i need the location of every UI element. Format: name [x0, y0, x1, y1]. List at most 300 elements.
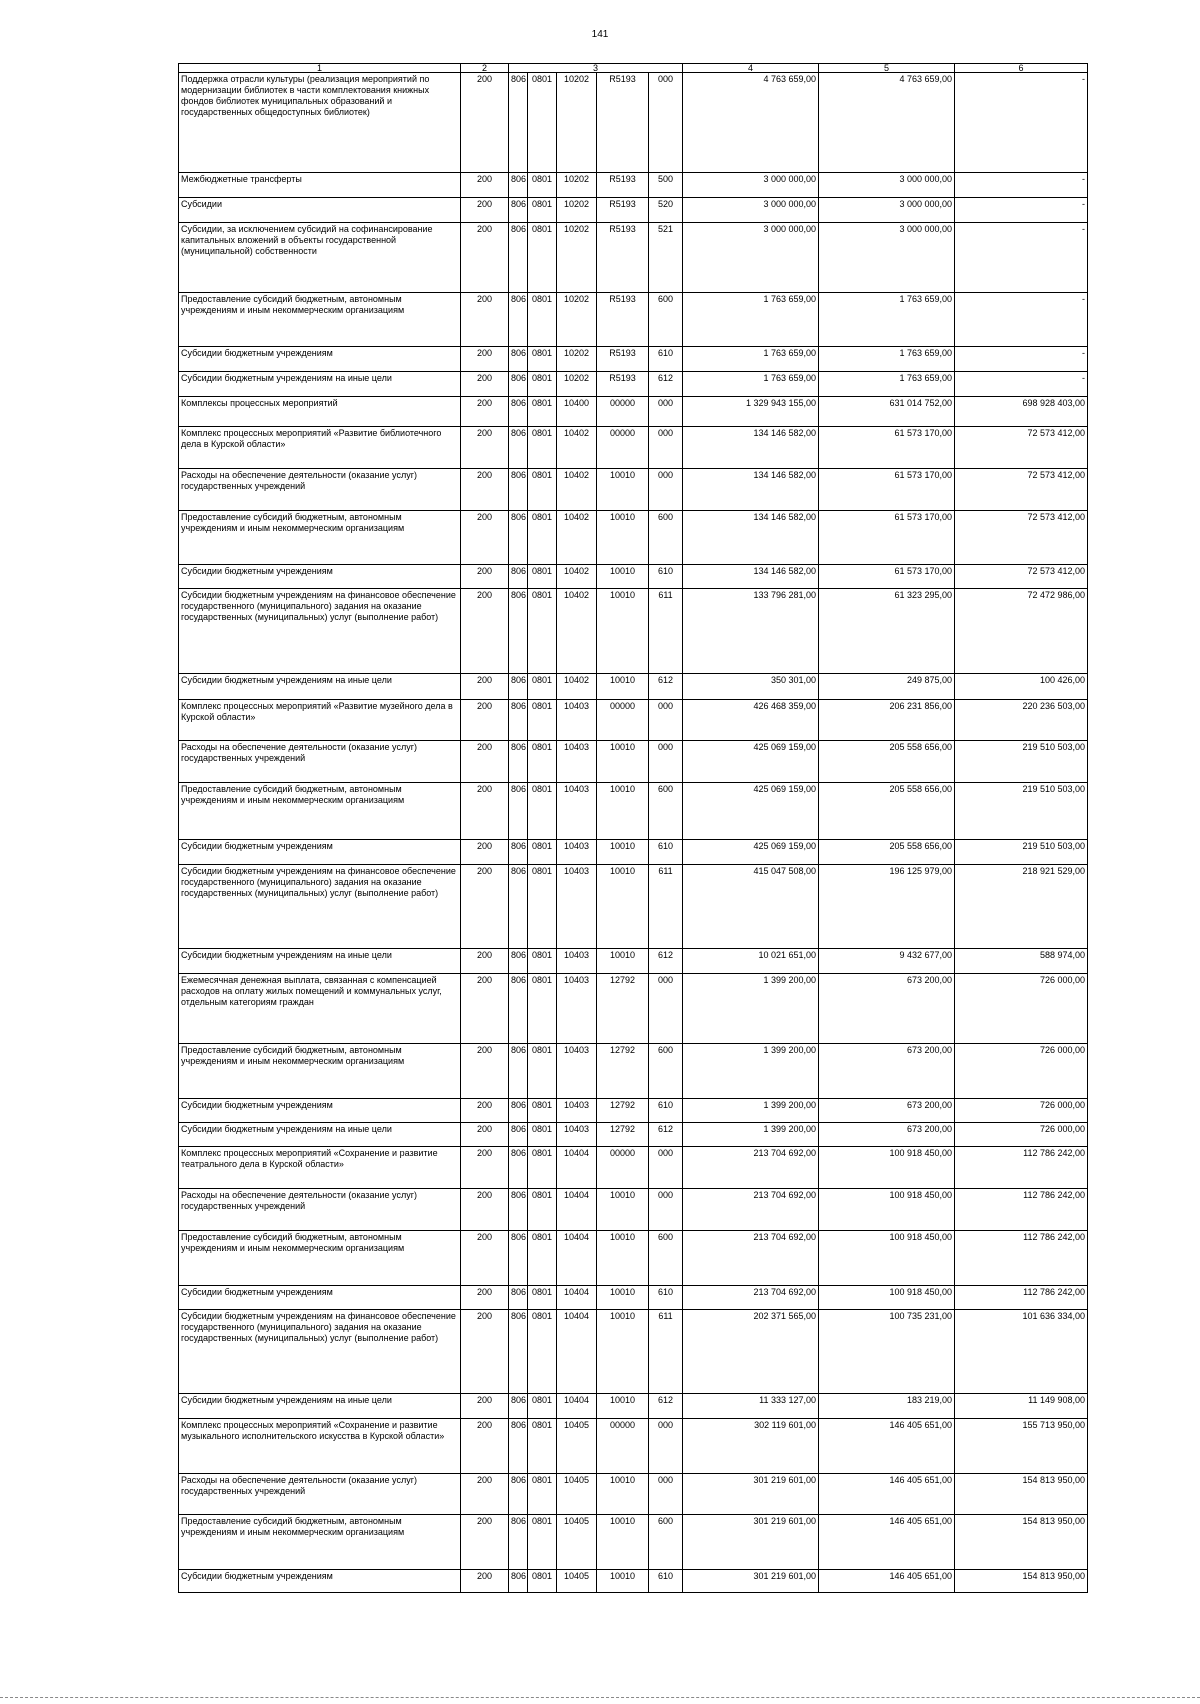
table-row	[179, 347, 1088, 372]
row-direction-code: 10010	[597, 1189, 649, 1231]
row-direction-code: 10010	[597, 469, 649, 511]
row-description: Предоставление субсидий бюджетным, автономным учреждениям и иным некоммерческим организациям	[179, 1231, 461, 1286]
row-program-code: 10403	[557, 865, 597, 949]
table-row	[179, 198, 1088, 223]
table-row	[179, 1286, 1088, 1310]
row-description: Расходы на обеспечение деятельности (оказание услуг) государственных учреждений	[179, 1189, 461, 1231]
row-col2-code: 200	[461, 949, 509, 974]
row-amount-col6: 588 974,00	[955, 949, 1088, 974]
row-program-code: 10403	[557, 949, 597, 974]
row-ministry-code: 806	[509, 1099, 528, 1123]
row-amount-col4: 1 399 200,00	[683, 1044, 819, 1099]
row-direction-code: 10010	[597, 511, 649, 565]
row-amount-col6: 220 236 503,00	[955, 700, 1088, 741]
row-section-code: 0801	[528, 783, 557, 840]
row-direction-code: 12792	[597, 1099, 649, 1123]
row-amount-col5: 3 000 000,00	[819, 198, 955, 223]
table-row	[179, 1394, 1088, 1419]
row-ministry-code: 806	[509, 397, 528, 427]
row-section-code: 0801	[528, 565, 557, 589]
row-col2-code: 200	[461, 347, 509, 372]
row-program-code: 10403	[557, 700, 597, 741]
table-row	[179, 1147, 1088, 1189]
table-row	[179, 865, 1088, 949]
row-description: Субсидии бюджетным учреждениям	[179, 1286, 461, 1310]
row-amount-col6: 218 921 529,00	[955, 865, 1088, 949]
row-col2-code: 200	[461, 1310, 509, 1394]
row-description: Предоставление субсидий бюджетным, автономным учреждениям и иным некоммерческим организациям	[179, 1515, 461, 1570]
row-ministry-code: 806	[509, 565, 528, 589]
row-direction-code: R5193	[597, 173, 649, 198]
row-direction-code: 00000	[597, 397, 649, 427]
row-ministry-code: 806	[509, 865, 528, 949]
row-section-code: 0801	[528, 1394, 557, 1419]
row-amount-col4: 134 146 582,00	[683, 469, 819, 511]
row-amount-col5: 1 763 659,00	[819, 347, 955, 372]
row-direction-code: 12792	[597, 1044, 649, 1099]
row-program-code: 10402	[557, 427, 597, 469]
row-amount-col6: 72 573 412,00	[955, 427, 1088, 469]
row-amount-col4: 134 146 582,00	[683, 565, 819, 589]
row-ministry-code: 806	[509, 372, 528, 397]
table-row	[179, 293, 1088, 347]
row-expense-type-code: 610	[649, 1286, 683, 1310]
row-col2-code: 200	[461, 1123, 509, 1147]
table-row	[179, 565, 1088, 589]
table-row	[179, 1044, 1088, 1099]
row-description: Субсидии, за исключением субсидий на софинансирование капитальных вложений в объекты государственной (муниципальной) собственности	[179, 223, 461, 293]
row-section-code: 0801	[528, 700, 557, 741]
row-description: Субсидии	[179, 198, 461, 223]
row-expense-type-code: 612	[649, 949, 683, 974]
row-program-code: 10403	[557, 840, 597, 865]
table-row	[179, 700, 1088, 741]
row-amount-col5: 3 000 000,00	[819, 173, 955, 198]
row-ministry-code: 806	[509, 1231, 528, 1286]
row-amount-col4: 11 333 127,00	[683, 1394, 819, 1419]
row-amount-col5: 146 405 651,00	[819, 1474, 955, 1515]
row-section-code: 0801	[528, 1515, 557, 1570]
table-row	[179, 223, 1088, 293]
row-expense-type-code: 610	[649, 347, 683, 372]
row-amount-col4: 425 069 159,00	[683, 840, 819, 865]
row-program-code: 10404	[557, 1286, 597, 1310]
table-body	[179, 73, 1088, 1593]
row-direction-code: 00000	[597, 700, 649, 741]
row-amount-col4: 350 301,00	[683, 674, 819, 700]
row-expense-type-code: 612	[649, 1394, 683, 1419]
row-amount-col5: 61 573 170,00	[819, 427, 955, 469]
row-amount-col4: 302 119 601,00	[683, 1419, 819, 1474]
table-row	[179, 1310, 1088, 1394]
row-section-code: 0801	[528, 865, 557, 949]
row-amount-col6: 726 000,00	[955, 1099, 1088, 1123]
row-amount-col4: 213 704 692,00	[683, 1231, 819, 1286]
row-col2-code: 200	[461, 469, 509, 511]
row-section-code: 0801	[528, 372, 557, 397]
row-col2-code: 200	[461, 1474, 509, 1515]
row-description: Комплекс процессных мероприятий «Развитие музейного дела в Курской области»	[179, 700, 461, 741]
row-col2-code: 200	[461, 783, 509, 840]
row-program-code: 10405	[557, 1419, 597, 1474]
row-ministry-code: 806	[509, 511, 528, 565]
table-header-row	[179, 64, 1088, 73]
row-ministry-code: 806	[509, 674, 528, 700]
row-section-code: 0801	[528, 1474, 557, 1515]
table-row	[179, 1123, 1088, 1147]
row-direction-code: R5193	[597, 73, 649, 173]
header-col-1: 1	[179, 64, 461, 73]
row-direction-code: 10010	[597, 949, 649, 974]
row-program-code: 10202	[557, 293, 597, 347]
row-expense-type-code: 000	[649, 1419, 683, 1474]
row-description: Предоставление субсидий бюджетным, автономным учреждениям и иным некоммерческим организациям	[179, 1044, 461, 1099]
row-col2-code: 200	[461, 1286, 509, 1310]
row-amount-col6: 112 786 242,00	[955, 1147, 1088, 1189]
row-amount-col4: 426 468 359,00	[683, 700, 819, 741]
row-ministry-code: 806	[509, 783, 528, 840]
table-row	[179, 1099, 1088, 1123]
row-direction-code: R5193	[597, 223, 649, 293]
row-col2-code: 200	[461, 427, 509, 469]
table-row	[179, 1515, 1088, 1570]
row-description: Ежемесячная денежная выплата, связанная с компенсацией расходов на оплату жилых помещений и коммунальных услуг, отдельным категориям граждан	[179, 974, 461, 1044]
row-section-code: 0801	[528, 347, 557, 372]
scan-edge-line	[0, 1697, 1200, 1698]
row-amount-col4: 301 219 601,00	[683, 1515, 819, 1570]
row-amount-col6: -	[955, 347, 1088, 372]
row-col2-code: 200	[461, 372, 509, 397]
row-amount-col4: 301 219 601,00	[683, 1570, 819, 1593]
row-description: Субсидии бюджетным учреждениям на финансовое обеспечение государственного (муниципального) задания на оказание государственных (муниципальных) услуг (выполнение работ)	[179, 1310, 461, 1394]
row-col2-code: 200	[461, 397, 509, 427]
row-program-code: 10405	[557, 1474, 597, 1515]
row-description: Поддержка отрасли культуры (реализация мероприятий по модернизации библиотек в части комплектования книжных фондов библиотек муниципальных образований и государственных общедоступных библиотек)	[179, 73, 461, 173]
row-col2-code: 200	[461, 1189, 509, 1231]
row-direction-code: 00000	[597, 1419, 649, 1474]
row-expense-type-code: 612	[649, 674, 683, 700]
row-amount-col4: 3 000 000,00	[683, 198, 819, 223]
row-amount-col5: 3 000 000,00	[819, 223, 955, 293]
row-amount-col4: 415 047 508,00	[683, 865, 819, 949]
row-col2-code: 200	[461, 700, 509, 741]
row-direction-code: 10010	[597, 840, 649, 865]
row-col2-code: 200	[461, 1570, 509, 1593]
row-expense-type-code: 000	[649, 1189, 683, 1231]
row-amount-col4: 1 399 200,00	[683, 974, 819, 1044]
row-ministry-code: 806	[509, 1394, 528, 1419]
row-col2-code: 200	[461, 1231, 509, 1286]
row-section-code: 0801	[528, 1570, 557, 1593]
row-expense-type-code: 611	[649, 589, 683, 674]
row-direction-code: R5193	[597, 293, 649, 347]
row-amount-col5: 146 405 651,00	[819, 1570, 955, 1593]
row-ministry-code: 806	[509, 1515, 528, 1570]
row-amount-col6: -	[955, 198, 1088, 223]
table-row	[179, 741, 1088, 783]
row-amount-col6: -	[955, 73, 1088, 173]
row-direction-code: 10010	[597, 783, 649, 840]
row-description: Субсидии бюджетным учреждениям	[179, 1570, 461, 1593]
row-amount-col6: 155 713 950,00	[955, 1419, 1088, 1474]
row-amount-col5: 61 323 295,00	[819, 589, 955, 674]
row-section-code: 0801	[528, 173, 557, 198]
row-direction-code: 10010	[597, 565, 649, 589]
row-col2-code: 200	[461, 511, 509, 565]
row-expense-type-code: 600	[649, 511, 683, 565]
row-expense-type-code: 000	[649, 700, 683, 741]
budget-table	[178, 63, 1088, 1593]
row-ministry-code: 806	[509, 949, 528, 974]
row-expense-type-code: 000	[649, 1474, 683, 1515]
row-amount-col4: 202 371 565,00	[683, 1310, 819, 1394]
row-amount-col5: 100 918 450,00	[819, 1147, 955, 1189]
row-amount-col5: 1 763 659,00	[819, 372, 955, 397]
row-amount-col6: -	[955, 173, 1088, 198]
row-section-code: 0801	[528, 741, 557, 783]
row-description: Предоставление субсидий бюджетным, автономным учреждениям и иным некоммерческим организациям	[179, 511, 461, 565]
row-amount-col5: 183 219,00	[819, 1394, 955, 1419]
row-amount-col4: 425 069 159,00	[683, 741, 819, 783]
row-description: Субсидии бюджетным учреждениям на иные цели	[179, 372, 461, 397]
row-section-code: 0801	[528, 427, 557, 469]
row-amount-col5: 673 200,00	[819, 974, 955, 1044]
row-direction-code: R5193	[597, 347, 649, 372]
table-row	[179, 372, 1088, 397]
row-section-code: 0801	[528, 73, 557, 173]
row-expense-type-code: 610	[649, 1099, 683, 1123]
row-col2-code: 200	[461, 589, 509, 674]
row-section-code: 0801	[528, 1099, 557, 1123]
row-ministry-code: 806	[509, 73, 528, 173]
row-program-code: 10402	[557, 511, 597, 565]
row-amount-col4: 213 704 692,00	[683, 1286, 819, 1310]
row-ministry-code: 806	[509, 293, 528, 347]
row-amount-col5: 61 573 170,00	[819, 469, 955, 511]
row-description: Предоставление субсидий бюджетным, автономным учреждениям и иным некоммерческим организациям	[179, 293, 461, 347]
row-ministry-code: 806	[509, 469, 528, 511]
row-amount-col6: -	[955, 293, 1088, 347]
header-col-2: 2	[461, 64, 509, 73]
table-row	[179, 73, 1088, 173]
row-col2-code: 200	[461, 198, 509, 223]
row-col2-code: 200	[461, 1419, 509, 1474]
row-expense-type-code: 612	[649, 1123, 683, 1147]
row-expense-type-code: 611	[649, 1310, 683, 1394]
row-description: Расходы на обеспечение деятельности (оказание услуг) государственных учреждений	[179, 469, 461, 511]
table-row	[179, 840, 1088, 865]
row-section-code: 0801	[528, 674, 557, 700]
table-row	[179, 1570, 1088, 1593]
row-section-code: 0801	[528, 949, 557, 974]
row-description: Субсидии бюджетным учреждениям на финансовое обеспечение государственного (муниципального) задания на оказание государственных (муниципальных) услуг (выполнение работ)	[179, 589, 461, 674]
row-amount-col4: 133 796 281,00	[683, 589, 819, 674]
row-ministry-code: 806	[509, 1123, 528, 1147]
row-amount-col6: 101 636 334,00	[955, 1310, 1088, 1394]
row-ministry-code: 806	[509, 347, 528, 372]
row-program-code: 10402	[557, 589, 597, 674]
row-expense-type-code: 600	[649, 293, 683, 347]
row-expense-type-code: 000	[649, 397, 683, 427]
row-col2-code: 200	[461, 1515, 509, 1570]
row-section-code: 0801	[528, 589, 557, 674]
row-ministry-code: 806	[509, 974, 528, 1044]
row-program-code: 10403	[557, 1099, 597, 1123]
row-amount-col6: 154 813 950,00	[955, 1515, 1088, 1570]
row-description: Субсидии бюджетным учреждениям	[179, 565, 461, 589]
row-direction-code: 12792	[597, 1123, 649, 1147]
row-program-code: 10405	[557, 1570, 597, 1593]
row-amount-col5: 146 405 651,00	[819, 1515, 955, 1570]
row-direction-code: 12792	[597, 974, 649, 1044]
row-amount-col5: 206 231 856,00	[819, 700, 955, 741]
row-col2-code: 200	[461, 223, 509, 293]
row-amount-col4: 4 763 659,00	[683, 73, 819, 173]
row-program-code: 10404	[557, 1231, 597, 1286]
table-row	[179, 949, 1088, 974]
row-section-code: 0801	[528, 511, 557, 565]
table-row	[179, 674, 1088, 700]
row-expense-type-code: 000	[649, 1147, 683, 1189]
table-row	[179, 974, 1088, 1044]
row-section-code: 0801	[528, 1310, 557, 1394]
row-expense-type-code: 600	[649, 1044, 683, 1099]
row-program-code: 10202	[557, 372, 597, 397]
row-col2-code: 200	[461, 1147, 509, 1189]
row-amount-col5: 146 405 651,00	[819, 1419, 955, 1474]
row-amount-col6: -	[955, 372, 1088, 397]
row-description: Субсидии бюджетным учреждениям на иные цели	[179, 1394, 461, 1419]
row-ministry-code: 806	[509, 700, 528, 741]
row-description: Субсидии бюджетным учреждениям на иные цели	[179, 674, 461, 700]
row-amount-col5: 205 558 656,00	[819, 783, 955, 840]
row-ministry-code: 806	[509, 1044, 528, 1099]
row-description: Субсидии бюджетным учреждениям	[179, 347, 461, 372]
row-col2-code: 200	[461, 974, 509, 1044]
row-expense-type-code: 521	[649, 223, 683, 293]
row-section-code: 0801	[528, 1231, 557, 1286]
row-program-code: 10402	[557, 674, 597, 700]
row-program-code: 10402	[557, 565, 597, 589]
row-expense-type-code: 610	[649, 840, 683, 865]
row-amount-col5: 205 558 656,00	[819, 840, 955, 865]
row-col2-code: 200	[461, 173, 509, 198]
row-expense-type-code: 000	[649, 741, 683, 783]
row-col2-code: 200	[461, 1044, 509, 1099]
row-amount-col6: 11 149 908,00	[955, 1394, 1088, 1419]
row-ministry-code: 806	[509, 427, 528, 469]
row-direction-code: 10010	[597, 741, 649, 783]
row-amount-col5: 4 763 659,00	[819, 73, 955, 173]
row-amount-col5: 249 875,00	[819, 674, 955, 700]
row-program-code: 10400	[557, 397, 597, 427]
row-amount-col6: 112 786 242,00	[955, 1286, 1088, 1310]
row-amount-col5: 673 200,00	[819, 1123, 955, 1147]
row-description: Расходы на обеспечение деятельности (оказание услуг) государственных учреждений	[179, 741, 461, 783]
row-direction-code: 10010	[597, 865, 649, 949]
row-amount-col6: 154 813 950,00	[955, 1474, 1088, 1515]
row-amount-col5: 100 918 450,00	[819, 1189, 955, 1231]
table-row	[179, 1474, 1088, 1515]
row-direction-code: 10010	[597, 1515, 649, 1570]
row-description: Комплекс процессных мероприятий «Сохранение и развитие музыкального исполнительского искусства в Курской области»	[179, 1419, 461, 1474]
row-amount-col4: 134 146 582,00	[683, 427, 819, 469]
row-section-code: 0801	[528, 1147, 557, 1189]
row-direction-code: 10010	[597, 1231, 649, 1286]
row-amount-col5: 196 125 979,00	[819, 865, 955, 949]
row-amount-col5: 100 918 450,00	[819, 1231, 955, 1286]
row-amount-col4: 1 763 659,00	[683, 347, 819, 372]
row-direction-code: 10010	[597, 1286, 649, 1310]
row-amount-col5: 631 014 752,00	[819, 397, 955, 427]
table-row	[179, 1419, 1088, 1474]
row-expense-type-code: 000	[649, 427, 683, 469]
row-amount-col6: 219 510 503,00	[955, 840, 1088, 865]
row-description: Субсидии бюджетным учреждениям на иные цели	[179, 949, 461, 974]
header-col-3: 3	[509, 64, 683, 73]
row-ministry-code: 806	[509, 223, 528, 293]
row-amount-col6: 100 426,00	[955, 674, 1088, 700]
row-amount-col6: 726 000,00	[955, 1123, 1088, 1147]
row-amount-col6: 72 573 412,00	[955, 565, 1088, 589]
header-col-4: 4	[683, 64, 819, 73]
row-amount-col6: 219 510 503,00	[955, 783, 1088, 840]
row-program-code: 10202	[557, 198, 597, 223]
row-amount-col6: 219 510 503,00	[955, 741, 1088, 783]
table-row	[179, 469, 1088, 511]
row-section-code: 0801	[528, 1123, 557, 1147]
row-col2-code: 200	[461, 73, 509, 173]
row-ministry-code: 806	[509, 741, 528, 783]
row-amount-col4: 213 704 692,00	[683, 1147, 819, 1189]
row-section-code: 0801	[528, 397, 557, 427]
row-col2-code: 200	[461, 1394, 509, 1419]
row-amount-col4: 3 000 000,00	[683, 173, 819, 198]
row-expense-type-code: 610	[649, 1570, 683, 1593]
row-amount-col5: 100 918 450,00	[819, 1286, 955, 1310]
row-amount-col5: 100 735 231,00	[819, 1310, 955, 1394]
row-amount-col4: 213 704 692,00	[683, 1189, 819, 1231]
row-section-code: 0801	[528, 1044, 557, 1099]
row-col2-code: 200	[461, 741, 509, 783]
row-program-code: 10403	[557, 783, 597, 840]
row-amount-col5: 673 200,00	[819, 1099, 955, 1123]
row-program-code: 10405	[557, 1515, 597, 1570]
row-direction-code: 00000	[597, 427, 649, 469]
row-amount-col4: 425 069 159,00	[683, 783, 819, 840]
row-direction-code: 10010	[597, 589, 649, 674]
row-col2-code: 200	[461, 565, 509, 589]
row-amount-col4: 1 399 200,00	[683, 1099, 819, 1123]
row-program-code: 10404	[557, 1310, 597, 1394]
header-col-6: 6	[955, 64, 1088, 73]
table-row	[179, 511, 1088, 565]
row-direction-code: R5193	[597, 372, 649, 397]
row-expense-type-code: 000	[649, 974, 683, 1044]
row-program-code: 10403	[557, 1123, 597, 1147]
row-description: Межбюджетные трансферты	[179, 173, 461, 198]
row-ministry-code: 806	[509, 198, 528, 223]
row-amount-col6: 726 000,00	[955, 1044, 1088, 1099]
row-section-code: 0801	[528, 293, 557, 347]
row-description: Комплекс процессных мероприятий «Развитие библиотечного дела в Курской области»	[179, 427, 461, 469]
table-row	[179, 397, 1088, 427]
table-row	[179, 1231, 1088, 1286]
row-amount-col6: 112 786 242,00	[955, 1189, 1088, 1231]
table-row	[179, 589, 1088, 674]
row-ministry-code: 806	[509, 1570, 528, 1593]
row-ministry-code: 806	[509, 1310, 528, 1394]
